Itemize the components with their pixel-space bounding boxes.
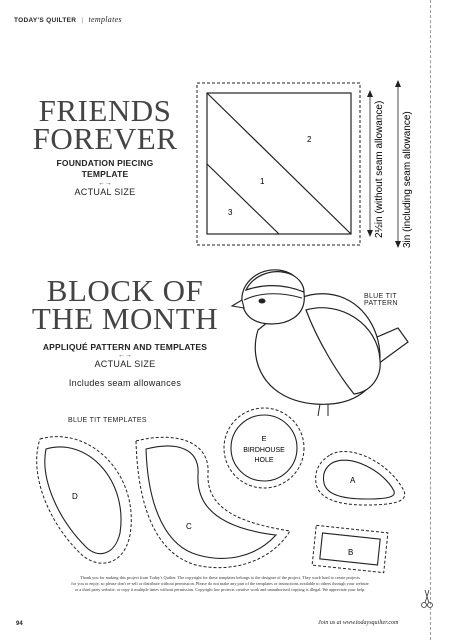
applique-subtitle: APPLIQUÉ PATTERN AND TEMPLATES (42, 342, 208, 352)
template-d (37, 437, 132, 564)
template-e (224, 408, 304, 488)
birdhouse-line-2: HOLE (254, 457, 274, 464)
foundation-subtitle-line-2: TEMPLATE (81, 169, 129, 179)
template-a-letter: A (350, 476, 356, 485)
seam-line-2 (207, 164, 279, 234)
arrow-up-icon (367, 90, 373, 97)
blue-tit-pattern (220, 262, 430, 422)
dim-label-including-seam: 3in (including seam allowance) (402, 111, 413, 248)
bird-beak (232, 300, 244, 308)
template-d-letter: D (72, 492, 78, 501)
website-link[interactable]: Join us at www.todaysquilter.com (318, 620, 399, 626)
section-name: templates (88, 15, 122, 24)
template-c-letter: C (186, 522, 192, 531)
title-line-2: THE MONTH (31, 301, 219, 336)
scissors-icon (420, 588, 434, 610)
foundation-template-diagram (190, 80, 430, 260)
piece-label-2: 2 (307, 135, 312, 144)
copyright-note (40, 575, 400, 593)
magazine-name: TODAY'S QUILTER (14, 17, 77, 24)
arrow-down-icon (395, 241, 401, 248)
birdhouse-line-1: BIRDHOUSE (243, 447, 285, 454)
copyright-line-3: or a third party website, or copy it multiple times without permission. Copyright law protects creative work and unauthorised copying is illegal. We appreciate your help. (74, 587, 366, 592)
page-number: 94 (16, 621, 23, 627)
block-of-the-month-title (25, 273, 225, 336)
header-separator: | (81, 17, 84, 24)
piece-label-1: 1 (260, 177, 265, 186)
template-a (316, 451, 405, 505)
seam-allowance-note: Includes seam allowances (68, 378, 182, 388)
foundation-subtitle-line-1: FOUNDATION PIECING (56, 158, 154, 168)
blue-tit-templates (0, 405, 430, 590)
arrow-up-icon (395, 80, 401, 87)
arrow-down-icon (367, 230, 373, 237)
foundation-actual-size: ACTUAL SIZE (74, 187, 136, 197)
title-line-1: BLOCK OF (46, 273, 204, 308)
running-header (14, 15, 122, 24)
block-actual-size: ACTUAL SIZE (94, 359, 156, 369)
blue-tit-templates-label: BLUE TIT TEMPLATES (68, 417, 147, 424)
pattern-label-line-1: BLUE TIT (364, 293, 398, 300)
trim-line (430, 0, 431, 640)
dim-label-without-seam: 2½in (without seam allowance) (374, 100, 385, 238)
title-line-1: FRIENDS (38, 93, 172, 128)
title-line-2: FOREVER (32, 121, 178, 156)
birdhouse-letter: E (261, 434, 267, 443)
friends-forever-title (30, 93, 180, 156)
size-arrow-icon: ←→ (98, 180, 112, 187)
size-arrow-icon: ←→ (118, 352, 132, 359)
template-b (312, 525, 388, 572)
bird-eye-icon (259, 299, 266, 304)
copyright-line-2: for you to enjoy, so please don't re-sell or distribute without permission. Please do not make any part of the templates or instructions available to others through your website (71, 581, 369, 586)
piece-label-3: 3 (228, 208, 233, 217)
copyright-line-1: Thank you for making this project from Today's Quilter. The copyright for these templates belongs to the designer of the project. They work hard to create projects (80, 575, 360, 580)
template-b-letter: B (348, 548, 354, 557)
pattern-label-line-2: PATTERN (364, 300, 398, 307)
foundation-subtitle (40, 158, 170, 180)
